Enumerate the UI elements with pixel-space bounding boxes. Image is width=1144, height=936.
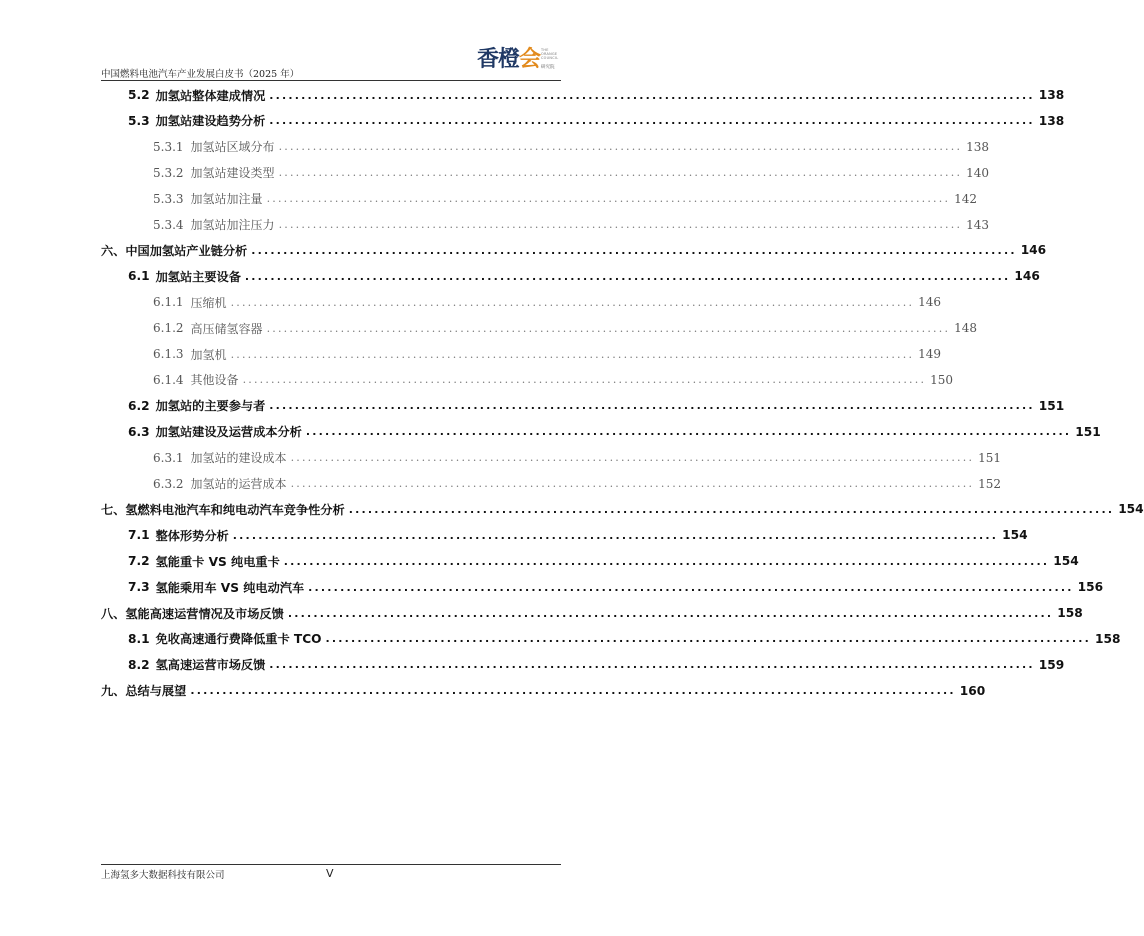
toc-entry-page: 151 bbox=[978, 450, 1002, 465]
toc-entry-line bbox=[128, 525, 1028, 545]
toc-entry[interactable] bbox=[0, 344, 942, 364]
toc-entry-title: 压缩机 bbox=[190, 295, 227, 310]
toc-entry-number: 8.1 bbox=[128, 631, 150, 646]
toc-leader-dots: ........................................................................................................................ bbox=[278, 140, 963, 154]
toc-entry[interactable] bbox=[0, 163, 990, 183]
logo-wordmark bbox=[477, 42, 540, 73]
toc-leader-dots: ........................................................................................................................ bbox=[266, 321, 951, 335]
toc-entry-number: 6.1.2 bbox=[153, 321, 184, 336]
toc-entry-page: 152 bbox=[978, 476, 1002, 491]
toc-leader-dots: ........................................................................................................................ bbox=[290, 477, 975, 490]
toc-entry-number: 九、 bbox=[101, 684, 126, 699]
toc-entry[interactable] bbox=[0, 266, 1040, 286]
toc-entry-title: 加氢机 bbox=[190, 347, 227, 362]
toc-entry-number: 6.3.2 bbox=[153, 476, 184, 491]
toc-entry[interactable] bbox=[0, 215, 990, 235]
toc-entry-number: 7.3 bbox=[128, 580, 150, 595]
toc-entry-title: 加氢站区域分布 bbox=[190, 140, 275, 155]
toc-leader-dots: ........................................................................................................................ bbox=[242, 373, 927, 387]
toc-entry-number: 6.1 bbox=[128, 269, 150, 284]
toc-leader-dots: ........................................................................................................................ bbox=[278, 218, 963, 231]
toc-entry-page: 149 bbox=[918, 347, 942, 361]
toc-entry-title: 整体形势分析 bbox=[155, 528, 229, 543]
toc-entry-page: 150 bbox=[930, 372, 954, 387]
toc-entry-line bbox=[128, 266, 1040, 286]
toc-leader-dots: ........................................................................................................................ bbox=[325, 632, 1091, 646]
toc-leader-dots: ........................................................................................................................ bbox=[278, 166, 963, 180]
toc-entry-number: 8.2 bbox=[128, 657, 150, 672]
toc-leader-dots: ........................................................................................................................ bbox=[190, 684, 956, 698]
toc-entry-title: 中国加氢站产业链分析 bbox=[125, 243, 248, 258]
toc-entry-page: 158 bbox=[1094, 631, 1121, 646]
toc-entry-page: 154 bbox=[1002, 528, 1028, 543]
toc-entry-line bbox=[101, 603, 1083, 623]
toc-entry[interactable] bbox=[0, 318, 978, 338]
toc-leader-dots: ........................................................................................................................ bbox=[305, 425, 1072, 439]
toc-entry[interactable] bbox=[0, 474, 1002, 494]
toc-entry-number: 5.3.2 bbox=[153, 165, 184, 180]
toc-entry-title: 氢能重卡 VS 纯电重卡 bbox=[155, 554, 280, 569]
toc-entry-line bbox=[128, 396, 1065, 416]
toc-entry-title: 加氢站加注压力 bbox=[190, 218, 275, 232]
toc-entry-page: 146 bbox=[918, 295, 942, 310]
toc-entry-page: 151 bbox=[1038, 398, 1065, 413]
toc-leader-dots: ........................................................................................................................ bbox=[287, 606, 1054, 620]
toc-leader-dots: ........................................................................................................................ bbox=[308, 580, 1074, 594]
toc-entry-page: 146 bbox=[1020, 243, 1047, 258]
toc-entry-page: 140 bbox=[966, 165, 990, 180]
toc-entry-number: 5.3.3 bbox=[153, 191, 184, 206]
toc-leader-dots: ........................................................................................................................ bbox=[251, 243, 1017, 257]
toc-leader-dots: ........................................................................................................................ bbox=[244, 269, 1011, 283]
toc-entry-line bbox=[153, 292, 942, 312]
toc-entry-title: 氢能高速运营情况及市场反馈 bbox=[125, 606, 284, 621]
toc-entry-page: 151 bbox=[1075, 424, 1101, 439]
toc-entry-page: 143 bbox=[966, 217, 990, 232]
toc-entry-line bbox=[153, 163, 990, 183]
toc-entry[interactable] bbox=[0, 292, 942, 312]
toc-entry-line bbox=[153, 189, 978, 209]
logo-subtitle: 研究院 bbox=[541, 65, 555, 70]
toc-entry-title: 氢高速运营市场反馈 bbox=[155, 658, 266, 673]
toc-leader-dots: ........................................................................................................................ bbox=[230, 295, 915, 309]
toc-entry-number: 6.1.1 bbox=[153, 295, 184, 310]
toc-entry[interactable] bbox=[0, 448, 1002, 468]
toc-entry-title: 加氢站的主要参与者 bbox=[155, 399, 266, 414]
toc-entry-page: 142 bbox=[954, 191, 978, 206]
toc-entry-line bbox=[101, 681, 986, 701]
toc-entry-line bbox=[101, 240, 1047, 260]
logo-wordmark-main: 香橙 bbox=[477, 47, 520, 72]
toc-leader-dots: ........................................................................................................................ bbox=[290, 451, 975, 465]
brand-logo bbox=[477, 40, 569, 74]
toc-entry[interactable] bbox=[0, 629, 1121, 649]
toc-leader-dots: ........................................................................................................................ bbox=[269, 399, 1035, 413]
toc-entry-title: 其他设备 bbox=[190, 373, 239, 388]
toc-leader-dots: ........................................................................................................................ bbox=[348, 502, 1115, 516]
toc-entry[interactable] bbox=[0, 111, 1065, 131]
toc-entry[interactable] bbox=[0, 681, 986, 701]
toc-entry[interactable] bbox=[0, 525, 1028, 545]
toc-entry-title: 加氢站整体建成情况 bbox=[155, 88, 266, 103]
toc-entry-page: 138 bbox=[966, 139, 990, 154]
toc-entry[interactable] bbox=[0, 551, 1079, 571]
toc-entry-page: 154 bbox=[1053, 554, 1079, 569]
toc-leader-dots: ........................................................................................................................ bbox=[269, 658, 1035, 672]
toc-leader-dots: ........................................................................................................................ bbox=[283, 554, 1050, 568]
toc-entry-title: 加氢站建设及运营成本分析 bbox=[155, 425, 302, 440]
footer-page-number: V bbox=[326, 867, 334, 880]
toc-entry-line bbox=[153, 318, 978, 338]
toc-entry-title: 高压储氢容器 bbox=[190, 321, 263, 336]
toc-entry-title: 加氢站加注量 bbox=[190, 192, 263, 207]
toc-entry-line bbox=[128, 551, 1079, 571]
toc-entry-number: 6.1.3 bbox=[153, 347, 184, 361]
toc-entry[interactable] bbox=[0, 396, 1065, 416]
toc-entry-number: 5.2 bbox=[128, 88, 150, 102]
toc-entry-title: 总结与展望 bbox=[125, 684, 187, 699]
toc-leader-dots: ........................................................................................................................ bbox=[232, 528, 999, 542]
toc-entry-line bbox=[128, 577, 1104, 597]
toc-entry-line bbox=[101, 499, 1144, 519]
toc-entry-number: 八、 bbox=[101, 606, 126, 621]
footer-company: 上海氢多大数据科技有限公司 bbox=[101, 870, 225, 881]
logo-side-line: THE bbox=[541, 48, 549, 52]
document-title: 中国燃料电池汽车产业发展白皮书（2025 年） bbox=[101, 69, 300, 80]
toc-entry[interactable] bbox=[0, 137, 990, 157]
toc-entry[interactable] bbox=[0, 603, 1083, 623]
toc-entry-page: 160 bbox=[959, 683, 986, 698]
toc-entry-title: 免收高速通行费降低重卡 TCO bbox=[155, 632, 322, 647]
toc-entry-number: 6.1.4 bbox=[153, 372, 184, 387]
toc-entry-number: 5.3.1 bbox=[153, 139, 184, 154]
toc-entry-number: 6.3 bbox=[128, 424, 150, 439]
toc-entry-number: 7.1 bbox=[128, 528, 150, 543]
toc-entry-line bbox=[153, 448, 1002, 468]
toc-entry-title: 加氢站的运营成本 bbox=[190, 477, 287, 491]
toc-entry-page: 159 bbox=[1038, 657, 1065, 672]
toc-entry-line bbox=[128, 422, 1101, 442]
toc-entry-line bbox=[153, 474, 1002, 494]
toc-entry-number: 5.3.4 bbox=[153, 217, 184, 232]
toc-entry-page: 138 bbox=[1038, 88, 1065, 102]
toc-leader-dots: ........................................................................................................................ bbox=[230, 347, 915, 361]
logo-side-line: ORANGE bbox=[541, 52, 558, 56]
toc-entry-line bbox=[153, 215, 990, 235]
toc-entry-page: 156 bbox=[1077, 580, 1104, 595]
header-divider bbox=[101, 80, 561, 81]
toc-entry-number: 6.2 bbox=[128, 398, 150, 413]
toc-entry-title: 加氢站的建设成本 bbox=[190, 451, 287, 466]
toc-entry-number: 5.3 bbox=[128, 113, 150, 128]
toc-entry[interactable] bbox=[0, 655, 1065, 675]
logo-side-text bbox=[541, 48, 558, 60]
toc-entry[interactable] bbox=[0, 240, 1047, 260]
toc-entry-line bbox=[128, 111, 1065, 131]
toc-entry-line bbox=[153, 370, 954, 390]
toc-entry-line bbox=[153, 344, 942, 364]
logo-side-line: COUNCIL bbox=[541, 56, 559, 60]
toc-entry-page: 148 bbox=[954, 321, 978, 336]
toc-entry-line bbox=[128, 655, 1065, 675]
footer-divider bbox=[101, 864, 561, 865]
toc-entry[interactable] bbox=[0, 422, 1101, 442]
toc-entry[interactable] bbox=[0, 577, 1104, 597]
toc-entry[interactable] bbox=[0, 189, 978, 209]
toc-entry-page: 158 bbox=[1057, 606, 1083, 620]
toc-entry-page: 138 bbox=[1038, 113, 1065, 128]
logo-wordmark-accent: 会 bbox=[519, 47, 541, 72]
toc-entry-number: 6.3.1 bbox=[153, 450, 184, 465]
toc-entry[interactable] bbox=[0, 85, 1065, 105]
toc-leader-dots: ........................................................................................................................ bbox=[269, 114, 1035, 128]
toc-entry-title: 氢能乘用车 VS 纯电动汽车 bbox=[155, 580, 305, 595]
toc-entry-line bbox=[128, 85, 1065, 105]
toc-entry-line bbox=[153, 137, 990, 157]
toc-entry-page: 146 bbox=[1014, 269, 1040, 284]
toc-entry-title: 加氢站主要设备 bbox=[155, 269, 241, 284]
toc-entry-number: 六、 bbox=[101, 243, 126, 258]
toc-entry-title: 氢燃料电池汽车和纯电动汽车竞争性分析 bbox=[125, 502, 345, 517]
toc-entry[interactable] bbox=[0, 499, 1144, 519]
toc-entry-title: 加氢站建设类型 bbox=[190, 166, 275, 181]
toc-entry-line bbox=[128, 629, 1121, 649]
toc-entry-title: 加氢站建设趋势分析 bbox=[155, 114, 266, 129]
toc-entry-number: 7.2 bbox=[128, 554, 150, 569]
toc-leader-dots: ........................................................................................................................ bbox=[269, 88, 1035, 102]
toc-entry-number: 七、 bbox=[101, 502, 126, 517]
toc-entry[interactable] bbox=[0, 370, 954, 390]
toc-entry-page: 154 bbox=[1118, 502, 1144, 517]
toc-leader-dots: ........................................................................................................................ bbox=[266, 192, 951, 206]
